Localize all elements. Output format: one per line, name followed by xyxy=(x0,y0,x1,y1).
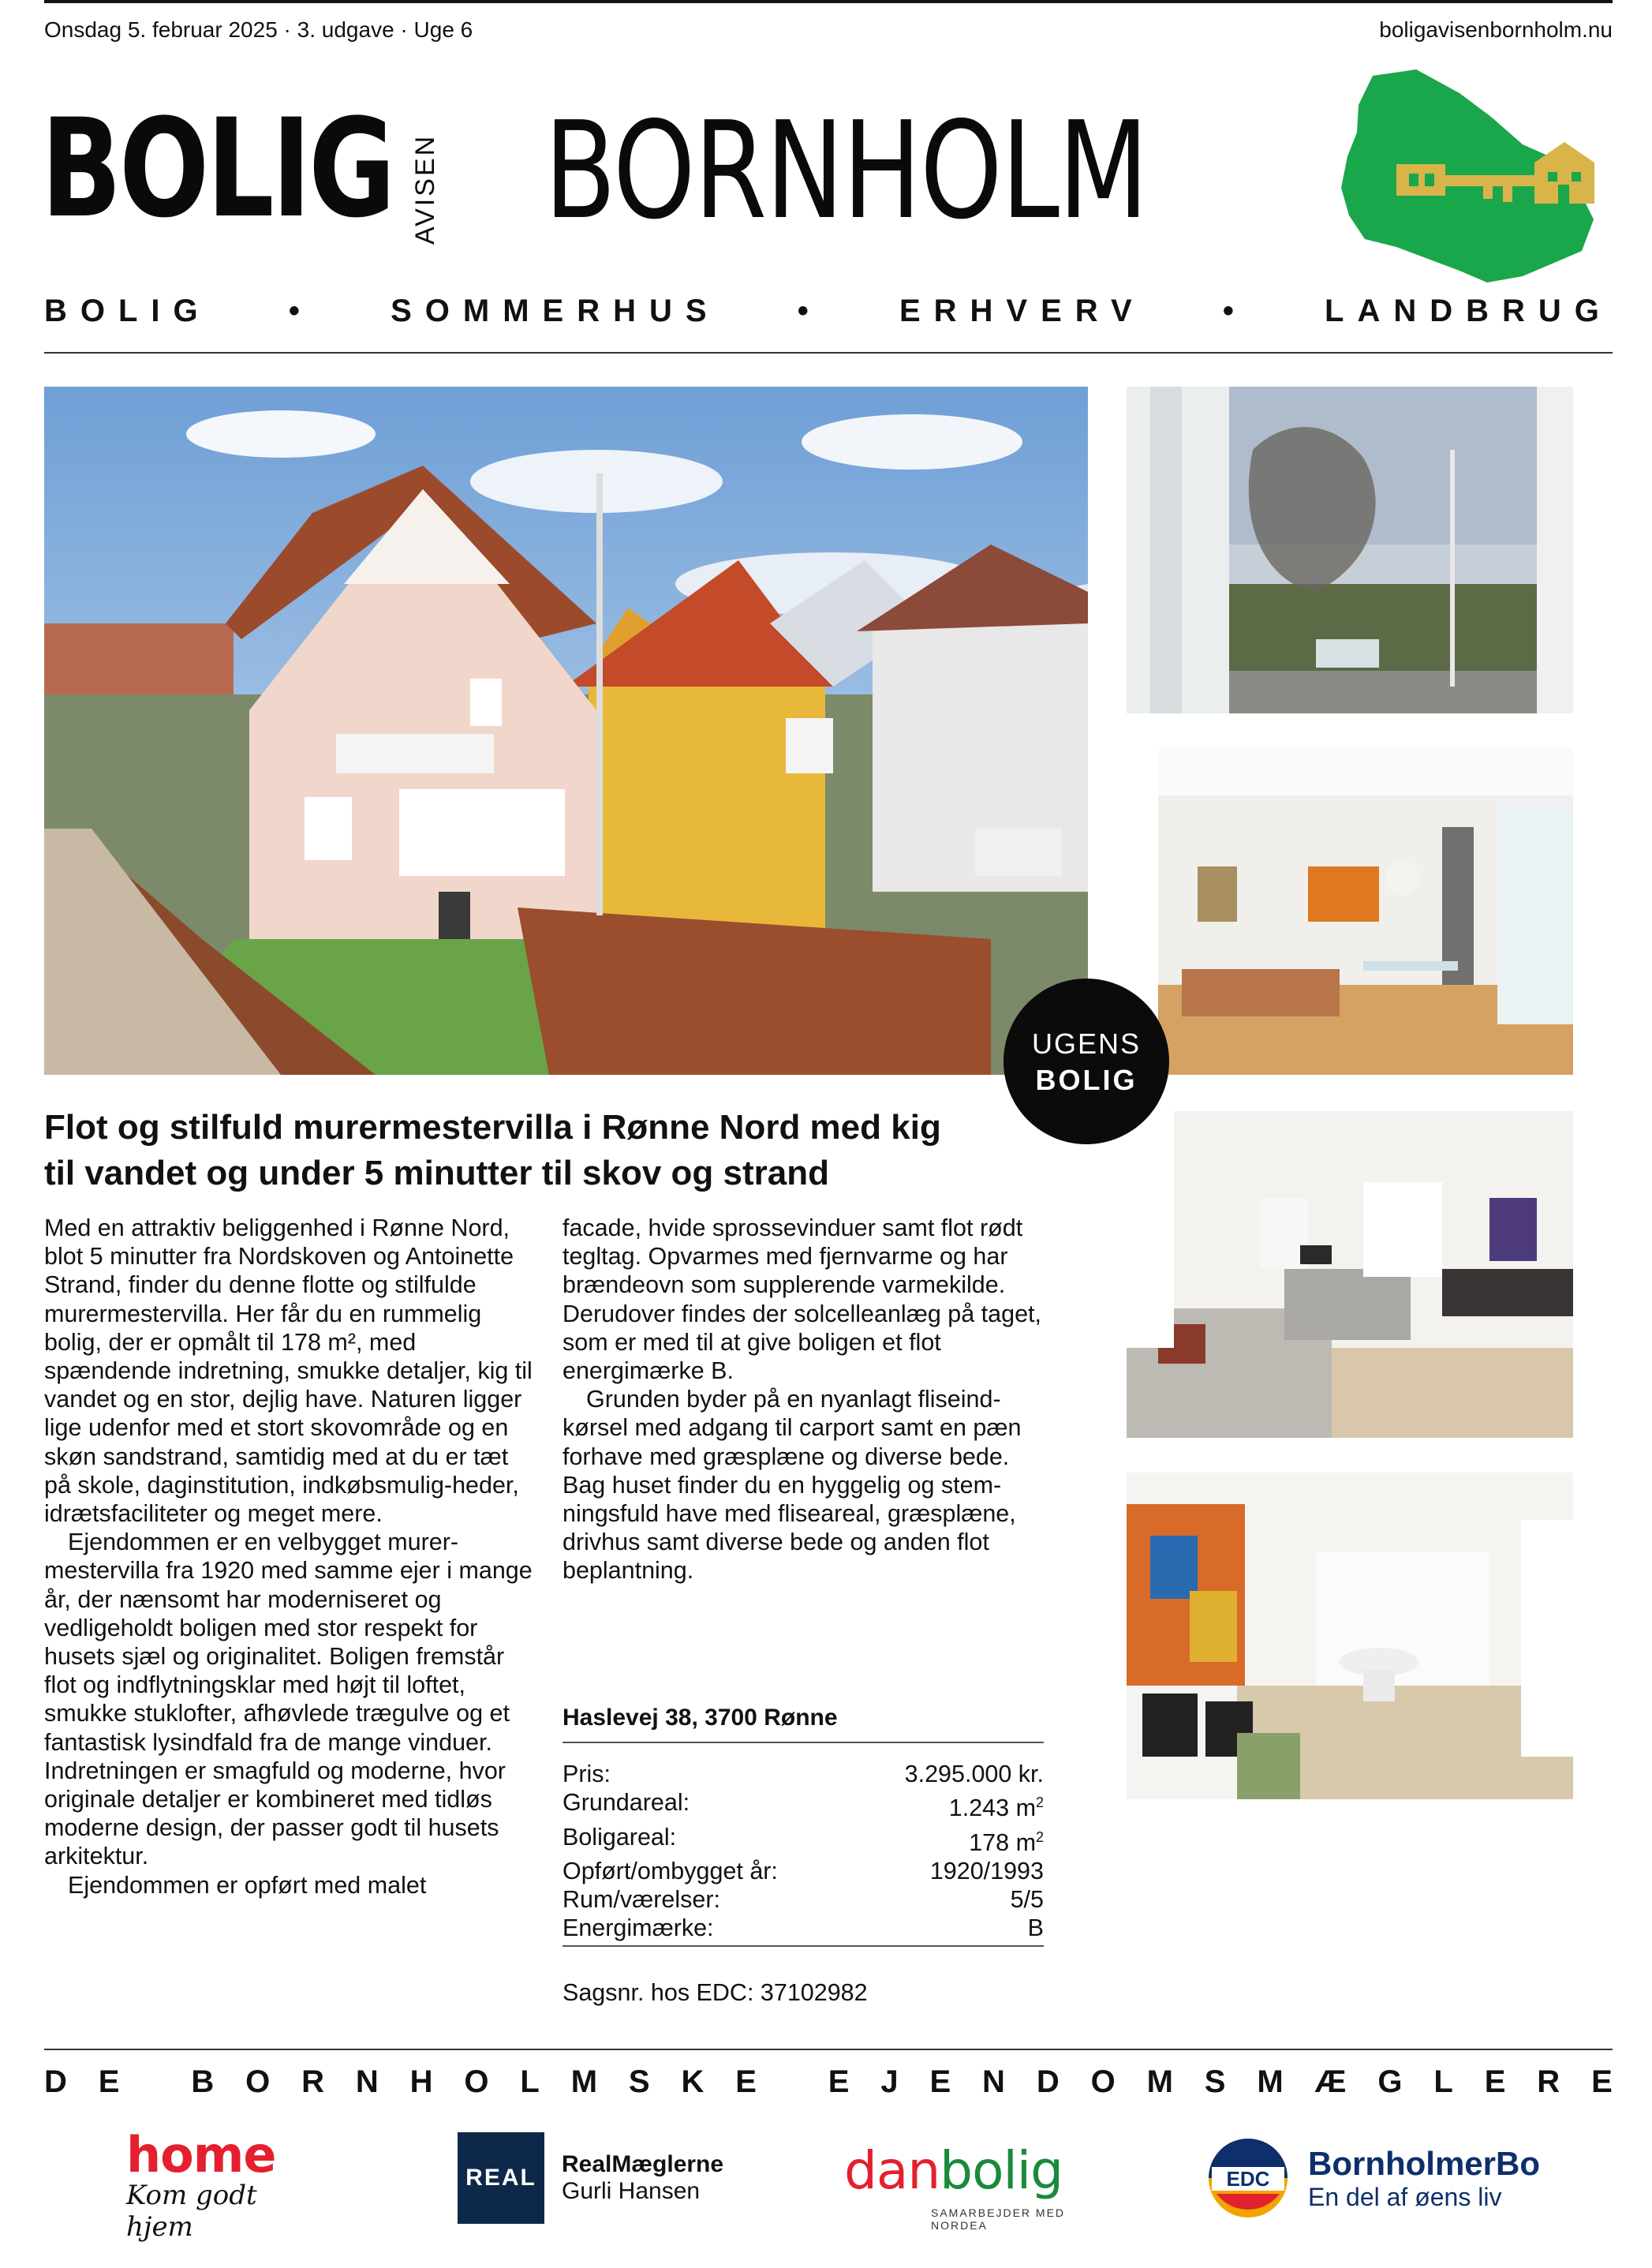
badge-line2: BOLIG xyxy=(1035,1064,1138,1096)
brokers-title-letter: J xyxy=(880,2064,899,2099)
fact-value: 3.295.000 kr. xyxy=(904,1761,1044,1787)
facts-row-living-area xyxy=(563,1823,1044,1857)
brokers-title-letter xyxy=(788,2064,797,2100)
bhb-logo-text xyxy=(1308,2145,1540,2212)
brokers-title-letter: M xyxy=(1257,2064,1284,2099)
brokers-title-letter: O xyxy=(464,2064,489,2099)
category-separator: • xyxy=(797,294,822,328)
home-logo-tagline: Kom godt hjem xyxy=(126,2180,257,2243)
fact-label: Opført/ombygget år: xyxy=(563,1857,778,1884)
brokers-title-letter xyxy=(151,2064,159,2100)
brokers-title-letter: O xyxy=(245,2064,271,2099)
brokers-title-letter: B xyxy=(191,2064,215,2099)
edc-bornholmerbo-logo[interactable] xyxy=(1207,2131,1602,2225)
masthead-avisen: AVISEN xyxy=(410,133,440,245)
home-logo[interactable] xyxy=(126,2126,308,2243)
fact-label: Grundareal: xyxy=(563,1789,690,1817)
article-paragraph: Ejendommen er en velbygget murer-mestervilla fra 1920 med samme ejer i mange år, der nænsomt har moderniseret og vedligeholdt boligen med stor respekt for husets sjæl og originalitet. Boligen fremstår flot og indflytningsklar med højt til loftet, smukke stuklofter, afhøvlede trægulve og et fantastisk lysindfald fra de mange vinduer. Indretningen er smagfuld og moderne, hvor originale detaljer er kombineret med tidløs moderne design, der passer godt til husets arkitektur. xyxy=(44,1529,533,1870)
brokers-title-letter: O xyxy=(1090,2064,1116,2099)
brokers-title-letter: E xyxy=(828,2064,850,2099)
property-address: Haslevej 38, 3700 Rønne xyxy=(563,1705,838,1731)
brokers-title-letter: D xyxy=(1036,2064,1060,2099)
brokers-title-letter: K xyxy=(681,2064,705,2099)
fact-value: 1920/1993 xyxy=(929,1857,1044,1884)
main-house-photo xyxy=(44,387,1088,1075)
brokers-title-letter: E xyxy=(929,2064,951,2099)
brokers-title-letter: G xyxy=(1377,2064,1403,2099)
masthead-bornholm: BORNHOLM xyxy=(544,93,1148,249)
bornholm-island-key-logo-icon xyxy=(1341,69,1602,284)
realmaeglerne-logo[interactable] xyxy=(458,2131,757,2225)
danbolig-logo-tagline: SAMARBEJDER MED NORDEA xyxy=(931,2206,1066,2232)
facts-row-built-year xyxy=(563,1857,1044,1885)
facts-row-rooms xyxy=(563,1885,1044,1914)
facts-top-rule xyxy=(563,1742,1044,1743)
case-number: Sagsnr. hos EDC: 37102982 xyxy=(563,1979,868,2006)
masthead-bolig: BOLIG xyxy=(41,89,394,248)
brokers-title-letter: L xyxy=(520,2064,540,2099)
svg-text:EDC: EDC xyxy=(1226,2167,1270,2191)
article-paragraph: facade, hvide sprossevinduer samt flot rødt tegltag. Opvarmes med fjernvarme og har brændeovn som supplerende varmekilde. Derudover findes der solcelleanlæg på taget, som er med til at give boligen et flot energimærke B. xyxy=(563,1214,1041,1385)
ugens-bolig-badge xyxy=(1004,979,1169,1144)
danbolig-logo-word: danbolig xyxy=(844,2140,1063,2201)
category-sommerhus: SOMMERHUS xyxy=(391,294,720,328)
brokers-title-letter: D xyxy=(44,2064,67,2099)
fact-value: 178 $m^2$ xyxy=(969,1828,1044,1856)
facts-bottom-rule xyxy=(563,1945,1044,1947)
brokers-title-letter: S xyxy=(628,2064,650,2099)
edc-circle-icon xyxy=(1207,2137,1289,2219)
category-erhverv: ERHVERV xyxy=(899,294,1146,328)
brokers-title-letter: M xyxy=(570,2064,598,2099)
article-column-1 xyxy=(44,1214,533,1899)
brokers-title-letter: N xyxy=(355,2064,379,2099)
article-paragraph: Med en attraktiv beliggenhed i Rønne Nord, blot 5 minutter fra Nordskoven og Antoinette Strand, finder du denne flotte og stilfulde murermestervilla. Her får du en rummelig bolig, der er opmålt til 178 m², med spændende indretning, smukke detaljer, kig til vandet og en stor, dejlig have. Naturen ligger lige udenfor med et stort skovområde og en skøn sandstrand, samtidig med at du er tæt på skole, daginstitution, indkøbsmulig-heder, idrætsfaciliteter og meget mere. xyxy=(44,1214,533,1528)
fact-value: B xyxy=(1027,1914,1044,1942)
brokers-title-letter: S xyxy=(1204,2064,1226,2099)
brokers-title-letter: M xyxy=(1146,2064,1173,2099)
fact-label: Energimærke: xyxy=(563,1914,714,1942)
brokers-title-letter: H xyxy=(409,2064,433,2099)
real-logo-name: RealMæglerne xyxy=(562,2151,724,2177)
brokers-title-letter: E xyxy=(1591,2064,1613,2099)
brokers-title-letter: E xyxy=(735,2064,757,2099)
fact-label: Rum/værelser: xyxy=(563,1886,720,1914)
article-paragraph: Ejendommen er opført med malet xyxy=(68,1871,427,1899)
real-logo-box: REAL xyxy=(458,2132,544,2224)
badge-line1: UGENS xyxy=(1031,1027,1142,1060)
header-rule xyxy=(44,352,1613,354)
category-tagline xyxy=(44,294,1613,329)
footer-rule xyxy=(44,2049,1613,2050)
danbolig-logo[interactable] xyxy=(844,2140,1112,2240)
property-facts-table xyxy=(563,1760,1044,1943)
top-rule xyxy=(44,0,1613,3)
fact-label: Pris: xyxy=(563,1761,611,1787)
fact-label: Boligareal: xyxy=(563,1823,677,1851)
fact-value: 1.243 $m^2$ xyxy=(948,1795,1044,1822)
facts-row-land-area xyxy=(563,1788,1044,1822)
facts-row-price xyxy=(563,1760,1044,1788)
real-logo-text xyxy=(562,2151,723,2205)
article-column-2 xyxy=(563,1214,1052,1585)
home-logo-word: home xyxy=(126,2126,276,2184)
category-landbrug: LANDBRUG xyxy=(1325,294,1613,328)
real-logo-person: Gurli Hansen xyxy=(562,2178,701,2204)
site-url-link[interactable]: boligavisenbornholm.nu xyxy=(1379,17,1613,42)
brokers-title xyxy=(44,2064,1613,2100)
garden-view-photo xyxy=(1127,387,1573,713)
facts-row-energy xyxy=(563,1914,1044,1942)
article-paragraph: Grunden byder på en nyanlagt fliseind-kørsel med adgang til carport samt en pæn forhave med græsplæne og diverse bede. Bag huset finder du en hyggelig og stem-ningsfuld have med fliseareal, græsplæne, drivhus samt diverse bede og anden flot beplantning. xyxy=(563,1386,1022,1585)
living-room-photo xyxy=(1127,1111,1573,1438)
office-interior-photo xyxy=(1127,748,1573,1075)
category-separator: • xyxy=(288,294,313,328)
brokers-title-letter: E xyxy=(1484,2064,1506,2099)
brokers-title-letter: R xyxy=(1537,2064,1560,2099)
brokers-title-letter: L xyxy=(1433,2064,1453,2099)
category-separator: • xyxy=(1222,294,1247,328)
category-bolig: BOLIG xyxy=(44,294,211,328)
article-headline: Flot og stilfuld murermestervilla i Rønne Nord med kig til vandet og under 5 minutter til skov og strand xyxy=(44,1108,941,1192)
bhb-logo-tagline: En del af øens liv xyxy=(1308,2182,1502,2211)
dateline: Onsdag 5. februar 2025 · 3. udgave · Uge 6 xyxy=(44,17,473,42)
bhb-logo-name: BornholmerBo xyxy=(1308,2144,1540,2182)
brokers-title-letter: E xyxy=(98,2064,120,2099)
brokers-title-letter: R xyxy=(301,2064,324,2099)
brokers-title-letter: N xyxy=(982,2064,1005,2099)
brokers-title-letter: Æ xyxy=(1314,2064,1347,2099)
dining-room-photo xyxy=(1127,1473,1573,1799)
fact-value: 5/5 xyxy=(1010,1886,1044,1914)
